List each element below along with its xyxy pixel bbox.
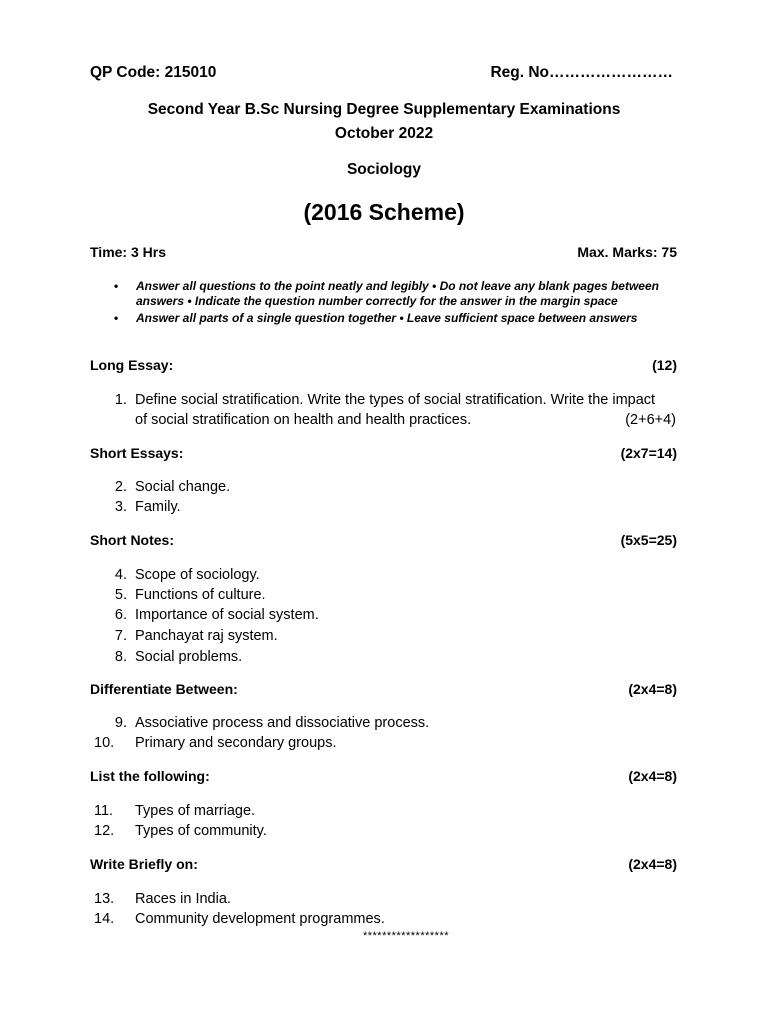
section-marks: (2x4=8) (628, 768, 677, 784)
question-12: 12. Types of community. (94, 823, 267, 839)
question-text: Define social stratification. Write the types of social stratification. Write the impact (135, 392, 656, 408)
question-5: 5. Functions of culture. (114, 587, 266, 603)
section-title: Long Essay: (90, 357, 174, 373)
question-9: 9. Associative process and dissociative process. (114, 715, 430, 731)
section-header-list-following (90, 768, 677, 784)
section-title: Write Briefly on: (90, 856, 198, 872)
section-marks: (2x7=14) (620, 445, 677, 461)
question-8: 8. Social problems. (114, 649, 243, 665)
question-14: 14. Community development programmes. (94, 911, 385, 927)
max-marks: Max. Marks: 75 (577, 244, 677, 260)
section-marks: (12) (652, 357, 677, 373)
question-10: 10. Primary and secondary groups. (94, 735, 337, 751)
section-title: List the following: (90, 768, 210, 784)
question-7: 7. Panchayat raj system. (114, 628, 278, 644)
section-marks: (2x4=8) (628, 681, 677, 697)
bullet: • (114, 279, 119, 293)
header-row (90, 64, 677, 82)
qp-code: QP Code: 215010 (90, 64, 217, 81)
section-header-short-notes (90, 532, 677, 548)
section-title: Short Essays: (90, 445, 184, 461)
section-title: Differentiate Between: (90, 681, 238, 697)
bullet: • (114, 311, 119, 325)
question-number: 1. (114, 392, 127, 408)
instruction-item: • Answer all questions to the point neatly and legibly • Do not leave any blank pages between answers • Indicate the question number correctly for the answer in the margin space (114, 279, 659, 308)
section-header-write-briefly (90, 856, 677, 872)
instructions (90, 279, 680, 328)
section-title: Short Notes: (90, 532, 174, 548)
question-6: 6. Importance of social system. (114, 607, 319, 623)
question-13: 13. Races in India. (94, 891, 231, 907)
section-header-short-essays (90, 445, 677, 461)
exam-date: October 2022 (334, 125, 434, 142)
exam-title: Second Year B.Sc Nursing Degree Supplementary Examinations (147, 101, 621, 118)
reg-no: Reg. No…………………… (490, 64, 673, 81)
scheme: (2016 Scheme) (303, 199, 465, 225)
subject: Sociology (346, 161, 422, 178)
section-marks: (5x5=25) (620, 532, 677, 548)
instruction-item: • Answer all parts of a single question together • Leave sufficient space between answers (114, 311, 638, 325)
question-1 (100, 390, 680, 430)
section-header-long-essay (90, 357, 677, 373)
question-text: of social stratification on health and health practices. (135, 412, 472, 428)
question-2: 2. Social change. (114, 479, 231, 495)
question-marks: (2+6+4) (625, 412, 676, 428)
time-marks-row (90, 244, 677, 260)
section-marks: (2x4=8) (628, 856, 677, 872)
question-4: 4. Scope of sociology. (114, 567, 260, 583)
question-11: 11. Types of marriage. (94, 803, 256, 819)
end-marker: ****************** (362, 930, 450, 942)
section-header-differentiate (90, 681, 677, 697)
question-3: 3. Family. (114, 499, 181, 515)
time: Time: 3 Hrs (90, 244, 166, 260)
